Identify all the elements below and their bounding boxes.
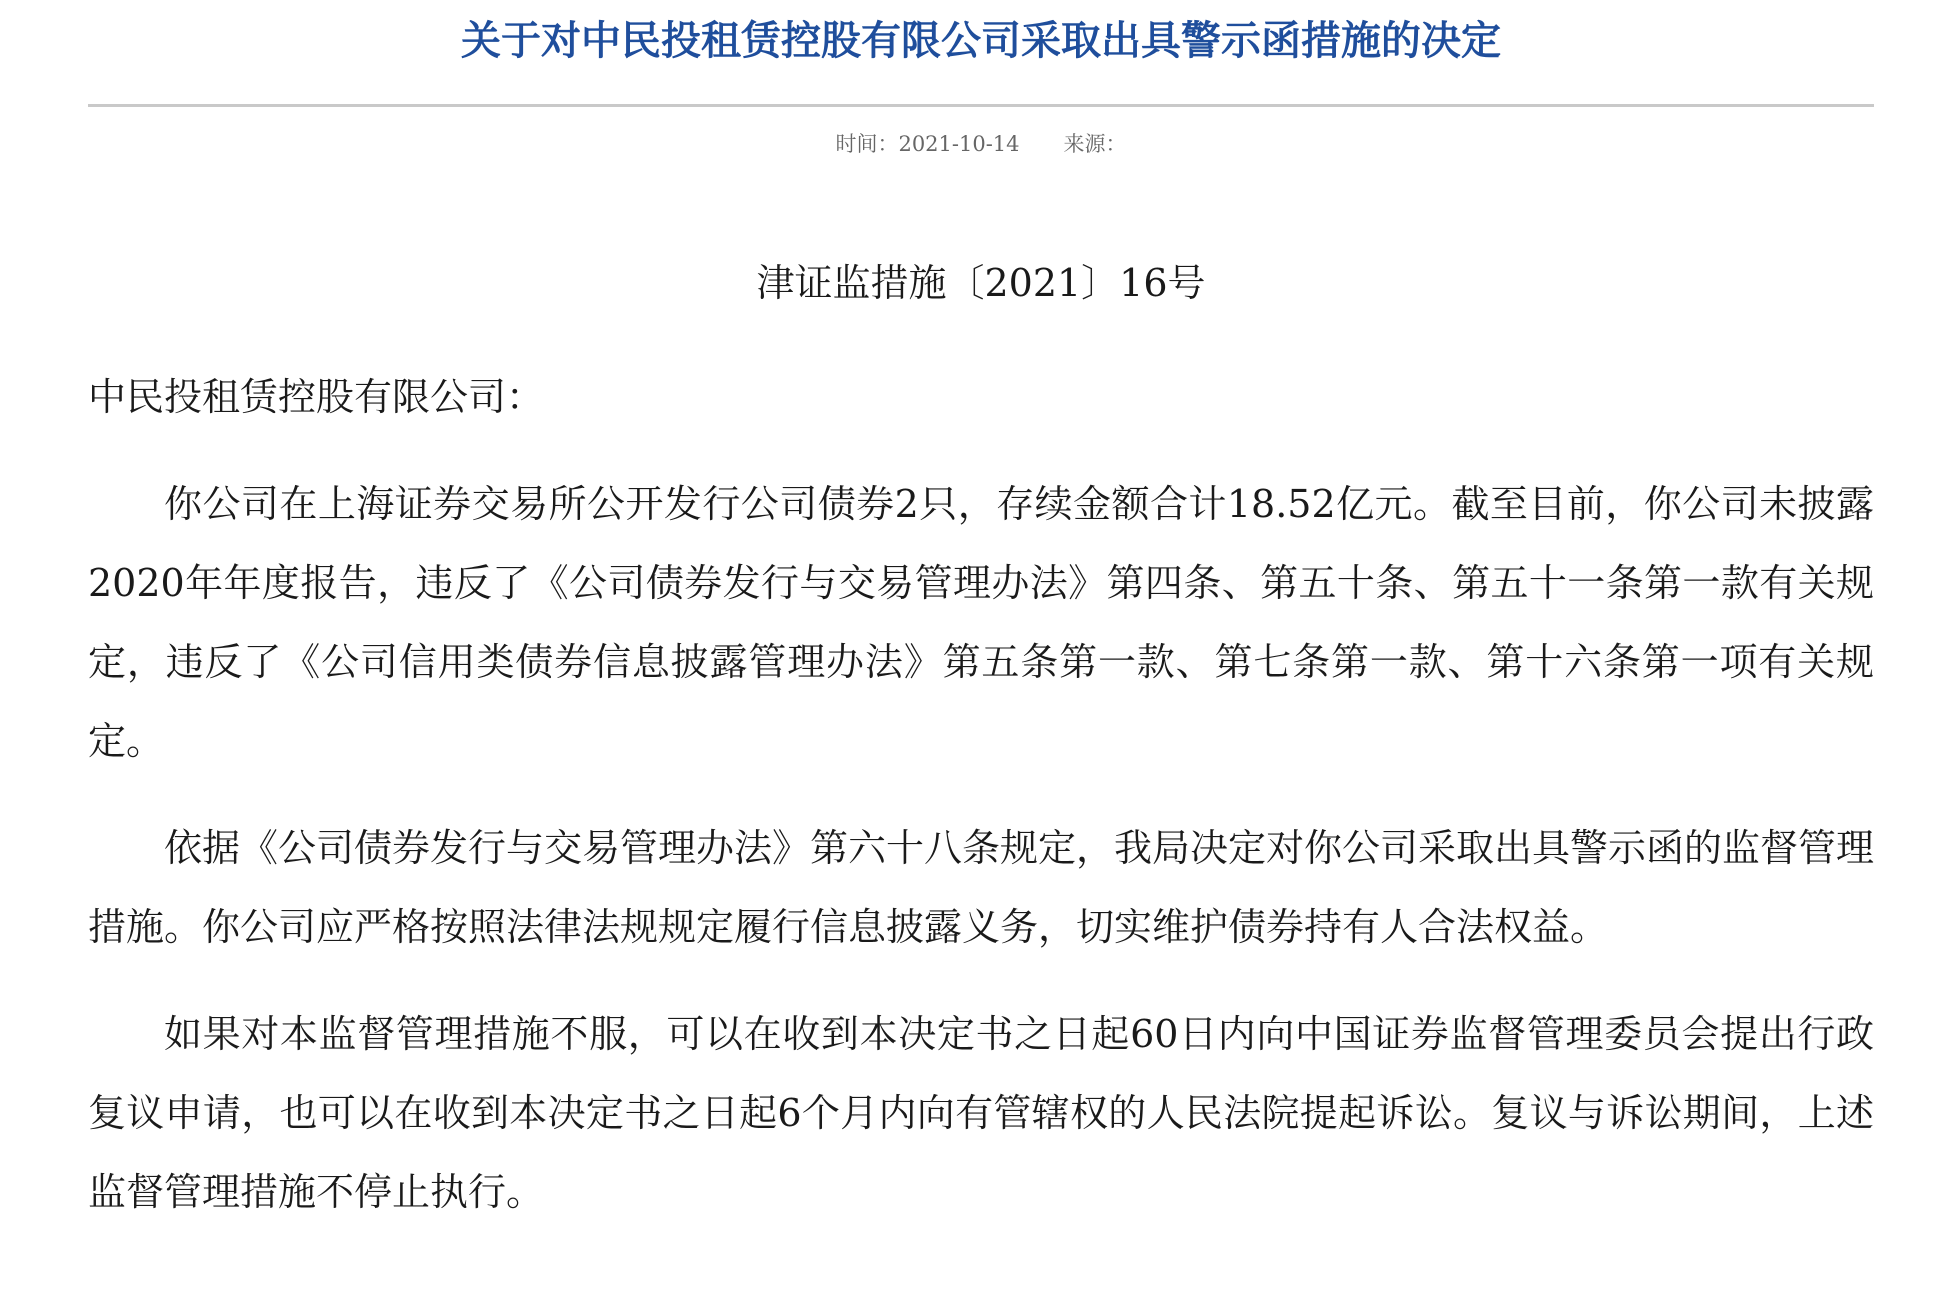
time-label: 时间： [835,132,899,156]
time-value: 2021-10-14 [898,132,1020,156]
paragraph-2: 依据《公司债券发行与交易管理办法》第六十八条规定，我局决定对你公司采取出具警示函的监督管理措施。你公司应严格按照法律法规规定履行信息披露义务，切实维护债券持有人合法权益。 [88,826,1875,949]
source-label: 来源： [1063,132,1127,156]
article [88,0,1874,1232]
article-title: 关于对中民投租赁控股有限公司采取出具警示函措施的决定 [461,18,1501,64]
paragraph-1: 你公司在上海证券交易所公开发行公司债券2只，存续金额合计18.52亿元。截至目前，你公司未披露2020年年度报告，违反了《公司债券发行与交易管理办法》第四条、第五十条、第五十一条第一款有关规定，违反了《公司信用类债券信息披露管理办法》第五条第一款、第七条第一款、第十六条第一项有关规定。 [88,482,1874,763]
paragraph-3: 如果对本监督管理措施不服，可以在收到本决定书之日起60日内向中国证券监督管理委员会提出行政复议申请，也可以在收到本决定书之日起6个月内向有管辖权的人民法院提起诉讼。复议与诉讼期间，上述监督管理措施不停止执行。 [88,1012,1874,1214]
addressee: 中民投租赁控股有限公司： [88,375,545,419]
article-meta [88,129,1874,159]
title-divider [88,104,1874,107]
document-number: 津证监措施〔2021〕16号 [756,261,1206,305]
